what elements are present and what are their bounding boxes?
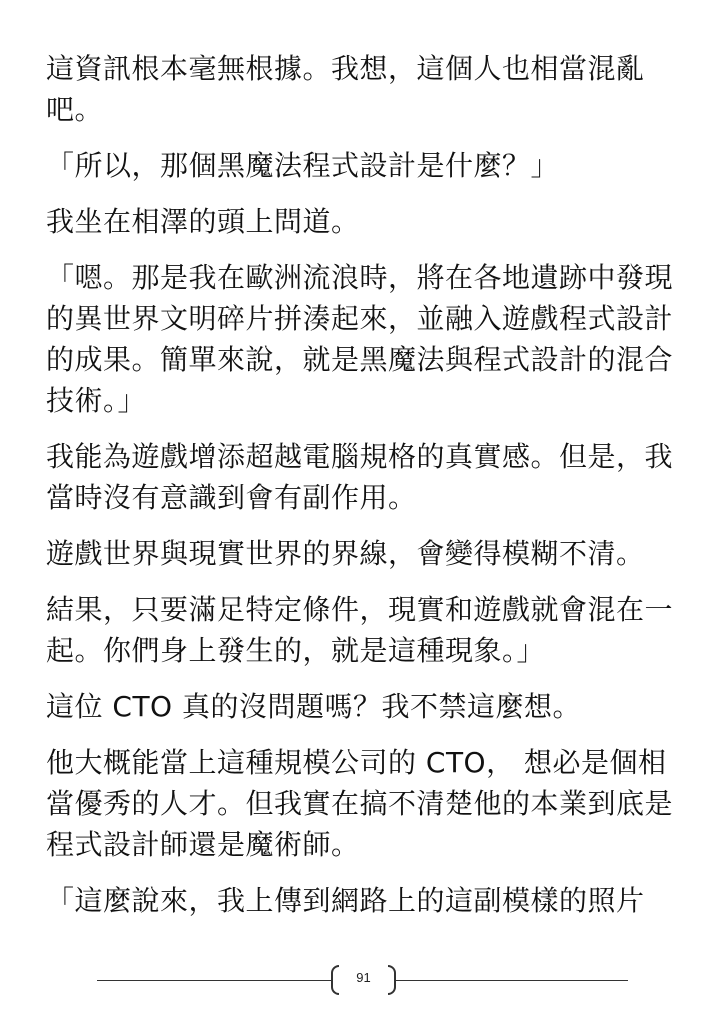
paragraph-8: 這位 CTO 真的沒問題嗎？我不禁這麼想。	[46, 690, 581, 723]
paragraph-7: 結果，只要滿足特定條件，現實和遊戲就會混在一起。你們身上發生的，就是這種現象。」	[46, 593, 674, 667]
paragraph-9: 他大概能當上這種規模公司的 CTO， 想必是個相當優秀的人才。但我實在搞不清楚他的本業到底是程式設計師還是魔術師。	[46, 746, 674, 861]
page-number-bracket-right	[388, 965, 396, 995]
page-body	[46, 48, 686, 936]
page-number: 91	[356, 970, 371, 985]
footer-rule-left	[97, 980, 331, 981]
paragraph-3: 我坐在相澤的頭上問道。	[46, 205, 360, 238]
page-number-bracket-left	[331, 965, 339, 995]
paragraph-4: 「嗯。那是我在歐洲流浪時，將在各地遺跡中發現的異世界文明碎片拼湊起來，並融入遊戲程式設計的成果。簡單來說，就是黑魔法與程式設計的混合技術。」	[46, 261, 674, 417]
page-footer	[0, 962, 724, 998]
footer-rule-right	[396, 980, 628, 981]
paragraph-1: 這資訊根本毫無根據。我想，這個人也相當混亂吧。	[46, 52, 645, 126]
paragraph-5: 我能為遊戲增添超越電腦規格的真實感。但是，我當時沒有意識到會有副作用。	[46, 440, 674, 514]
paragraph-2: 「所以，那個黑魔法程式設計是什麼？」	[46, 149, 560, 182]
paragraph-10: 「這麼說來，我上傳到網路上的這副模樣的照片	[46, 884, 645, 917]
paragraph-6: 遊戲世界與現實世界的界線，會變得模糊不清。	[46, 537, 645, 570]
